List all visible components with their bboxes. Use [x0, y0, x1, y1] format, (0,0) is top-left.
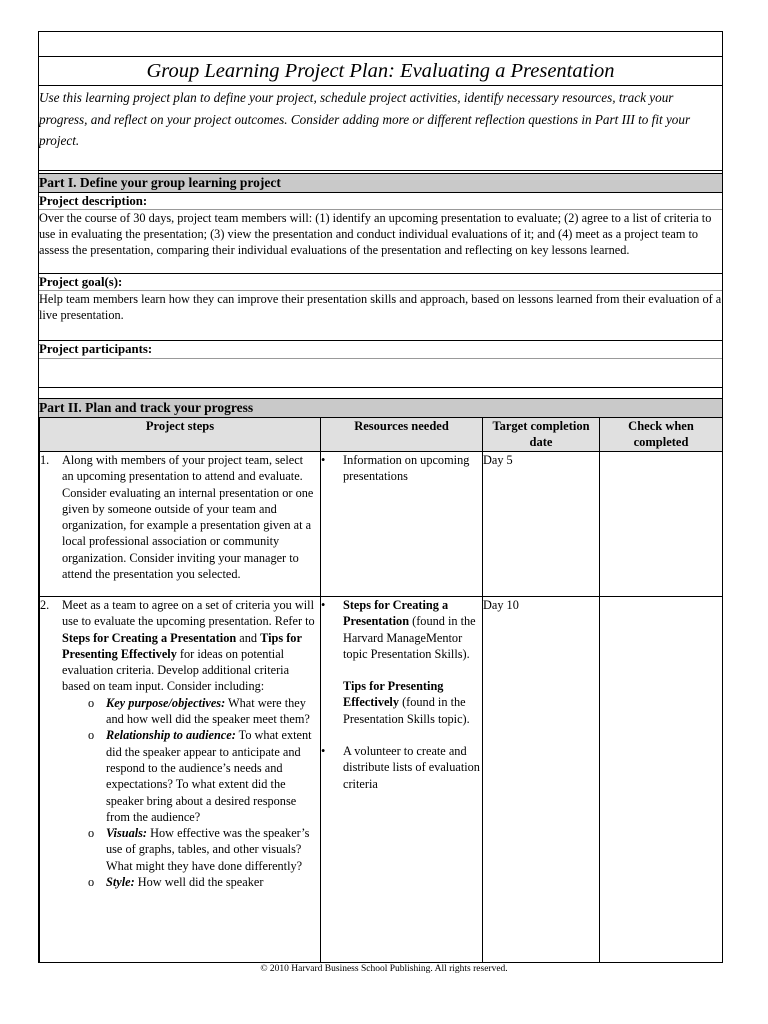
table-row: [40, 452, 723, 597]
date-cell: Day 5: [483, 452, 600, 597]
criteria-item: o Style: How well did the speaker: [88, 875, 264, 890]
project-goals-label: Project goal(s):: [39, 274, 722, 291]
page-title: Group Learning Project Plan: Evaluating a Presentation: [39, 57, 722, 86]
intro-text: Use this learning project plan to define your project, schedule project activities, identify necessary resources, track your progress, and reflect on your project outcomes. Consider adding more or different reflection questions in Part III to fit your project.: [39, 86, 722, 171]
criteria-item: o Visuals: How effective was the speaker’s use of graphs, tables, and other visuals? What might they have done differently?: [88, 826, 310, 873]
table-header-row: [40, 418, 723, 452]
circle-bullet-icon: o: [88, 728, 95, 743]
step-cell: [40, 452, 321, 597]
col-header-target-date: Target completion date: [483, 418, 600, 452]
project-participants-label: Project participants:: [39, 342, 153, 356]
bullet-icon: •: [321, 453, 326, 467]
progress-table: [39, 417, 723, 963]
step-text: Along with members of your project team, select an upcoming presentation to attend and evaluate. Consider evaluating an internal presentation or one given by someone outside of your team and organization, for example a presentation given at a local professional association or community organization. Consider inviting your manager to attend the presentation you selected.: [62, 453, 314, 582]
bullet-icon: •: [321, 598, 326, 612]
step-text: Meet as a team to agree on a set of criteria you will use to evaluate the upcoming presentation. Refer to Steps for Creating a Presentation and Tips for Presenting Effectively for ideas on potential evaluation criteria. Develop additional criteria based on team input. Consider including:: [62, 598, 315, 694]
resources-cell: [321, 597, 483, 963]
date-cell: Day 10: [483, 597, 600, 963]
document-page: [38, 31, 723, 963]
project-description-text: Over the course of 30 days, project team members will: (1) identify an upcoming presentation to evaluate; (2) agree to a list of criteria to use in evaluating the presentation; (3) view the presentation and conduct individual evaluations of it; and (4) meet as a project team to assess the presentation, comparing their individual evaluations of the presentation and reflecting on key lessons learned.: [39, 210, 722, 274]
copyright-footer: © 2010 Harvard Business School Publishing. All rights reserved.: [260, 964, 508, 974]
part2-heading: Part II. Plan and track your progress: [39, 398, 722, 417]
table-row: [40, 597, 723, 963]
criteria-item: o Key purpose/objectives: What were they and how well did the speaker meet them?: [88, 695, 310, 727]
step-number: 2.: [40, 598, 50, 612]
header-blank-row: [39, 32, 722, 57]
project-goals-text: Help team members learn how they can improve their presentation skills and approach, based on lessons learned from their evaluation of a live presentation.: [39, 291, 722, 341]
col-header-check: Check when completed: [600, 418, 723, 452]
criteria-item: o Relationship to audience: To what extent did the speaker appear to anticipate and respond to the audience’s needs and expectations? To what extent did the speaker bring about a desired response from the audience?: [88, 728, 312, 824]
check-cell[interactable]: [600, 452, 723, 597]
circle-bullet-icon: o: [88, 875, 95, 890]
col-header-steps: Project steps: [40, 418, 321, 452]
part1-heading: Part I. Define your group learning project: [39, 173, 722, 193]
step-cell: [40, 597, 321, 963]
check-cell[interactable]: [600, 597, 723, 963]
step-number: 1.: [40, 453, 50, 467]
resource-text: Information on upcoming presentations: [343, 453, 470, 484]
circle-bullet-icon: o: [88, 695, 95, 710]
resource-text: Tips for Presenting Effectively (found in the Presentation Skills topic).: [343, 679, 470, 726]
resources-cell: [321, 452, 483, 597]
resource-text: Steps for Creating a Presentation (found in the Harvard ManageMentor topic Presentation Skills).: [343, 598, 476, 661]
circle-bullet-icon: o: [88, 826, 95, 841]
project-participants-field[interactable]: [39, 358, 722, 388]
bullet-icon: •: [321, 744, 326, 759]
col-header-resources: Resources needed: [321, 418, 483, 452]
project-description-label: Project description:: [39, 193, 722, 210]
resource-text: A volunteer to create and distribute lists of evaluation criteria: [343, 744, 480, 791]
